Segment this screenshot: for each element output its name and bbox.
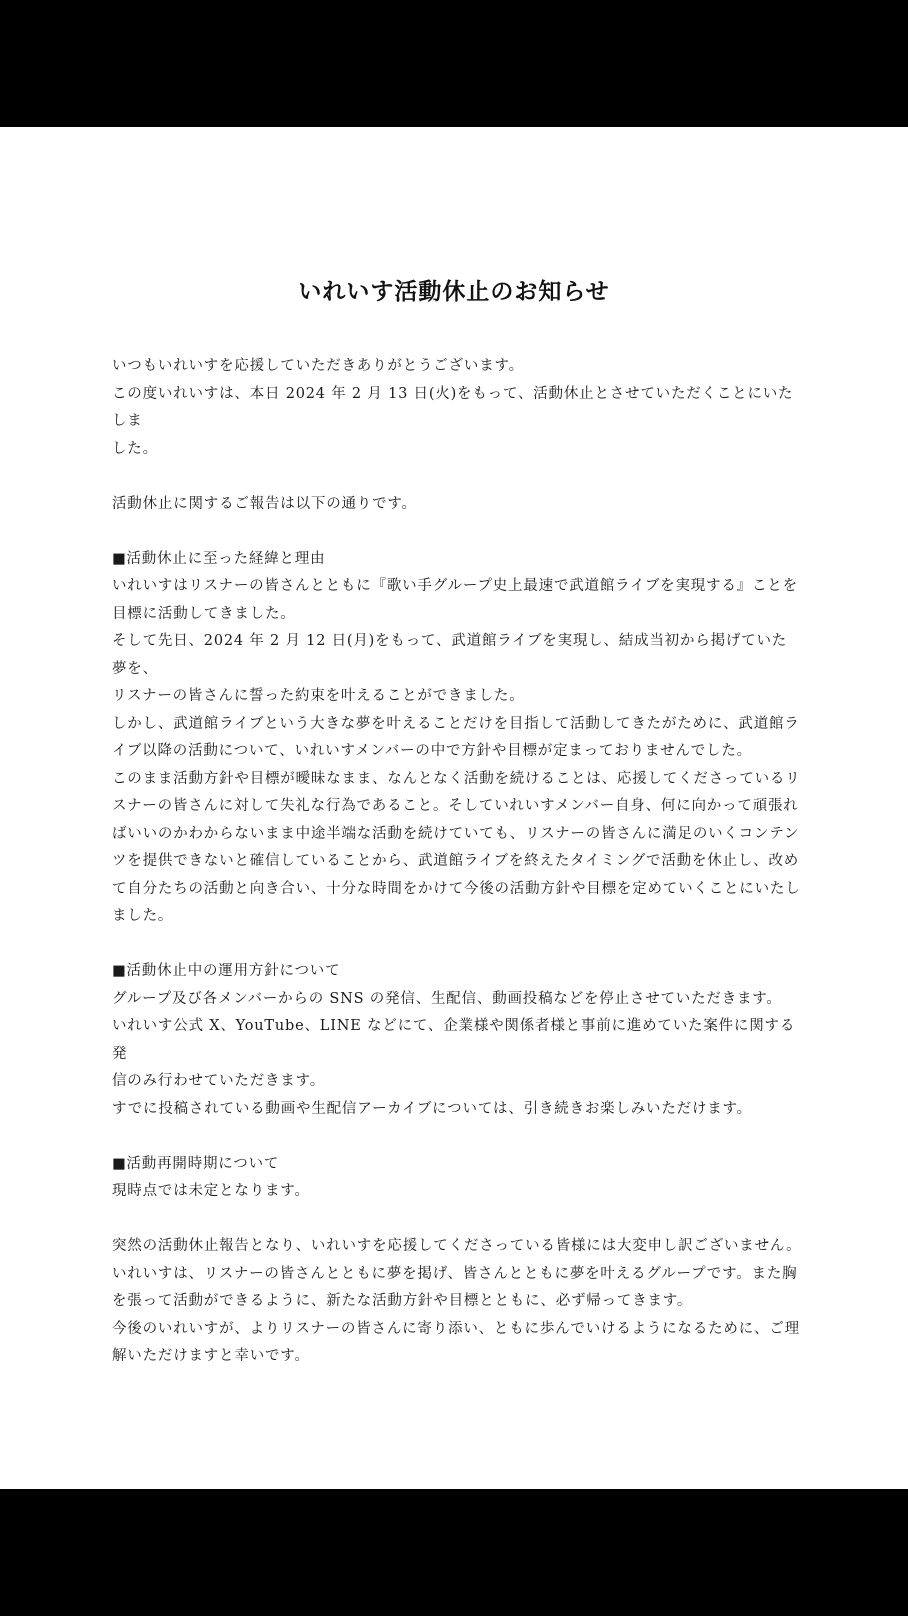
text-line: グループ及び各メンバーからの SNS の発信、生配信、動画投稿などを停止させていただきます。 <box>112 990 782 1007</box>
text-line: そして先日、2024 年 2 月 12 日(月)をもって、武道館ライブを実現し、結成当初から掲げていた夢を、 <box>112 633 788 677</box>
text-line: ばいいのかわからないまま中途半端な活動を続けていても、リスナーの皆さんに満足のいくコンテン <box>112 825 800 842</box>
text-line: 目標に活動してきました。 <box>112 605 296 622</box>
text-line: しかし、武道館ライブという大きな夢を叶えることだけを目指して活動してきたがために、武道館ラ <box>112 715 800 732</box>
text-line: このまま活動方針や目標が曖昧なまま、なんとなく活動を続けることは、応援してくださっているリ <box>112 770 801 787</box>
paragraph-gap <box>112 1123 802 1151</box>
top-letterbox-bar <box>0 0 908 127</box>
text-line: すでに投稿されている動画や生配信アーカイブについては、引き続きお楽しみいただけます。 <box>112 1100 752 1117</box>
section-resume-timing <box>112 1151 802 1206</box>
paragraph-gap <box>112 518 802 546</box>
text-line: いれいす公式 X、YouTube、LINE などにて、企業様や関係者様と事前に進めていた案件に関する発 <box>112 1018 796 1062</box>
section-heading: ■活動休止に至った経緯と理由 <box>112 550 326 567</box>
section-heading: ■活動休止中の運用方針について <box>112 963 341 979</box>
notice-title: いれいす活動休止のお知らせ <box>298 278 610 305</box>
text-line: いつもいれいすを応援していただきありがとうございます。 <box>112 358 524 374</box>
bottom-letterbox-bar <box>0 1489 908 1616</box>
text-line: スナーの皆さんに対して失礼な行為であること。そしていれいすメンバー自身、何に向かって頑張れ <box>112 798 799 814</box>
text-line: 今後のいれいすが、よりリスナーの皆さんに寄り添い、ともに歩んでいけるようになるために、ご理 <box>112 1320 800 1337</box>
text-line: ました。 <box>112 908 174 924</box>
section-operation-policy <box>112 958 802 1123</box>
text-line: 信のみ行わせていただきます。 <box>112 1073 326 1089</box>
notice-body <box>112 353 802 1371</box>
intro-paragraph <box>112 353 802 463</box>
text-line: リスナーの皆さんに誓った約束を叶えることができました。 <box>112 688 525 704</box>
text-line: いれいすは、リスナーの皆さんとともに夢を掲げ、皆さんとともに夢を叶えるグループです。また胸 <box>112 1265 798 1282</box>
text-line: イブ以降の活動について、いれいすメンバーの中で方針や目標が定まっておりませんでした。 <box>112 743 752 759</box>
text-line: ツを提供できないと確信していることから、武道館ライブを終えたタイミングで活動を休止し、改め <box>112 853 800 869</box>
paragraph-gap <box>112 463 802 491</box>
section-heading: ■活動再開時期について <box>112 1155 280 1172</box>
paragraph-gap <box>112 1206 802 1234</box>
text-line: 現時点では未定となります。 <box>112 1183 310 1199</box>
report-line: 活動休止に関するご報告は以下の通りです。 <box>112 495 417 512</box>
notice-page <box>0 127 908 1489</box>
section-reason <box>112 546 802 931</box>
text-line: 突然の活動休止報告となり、いれいすを応援してくださっている皆様には大変申し訳ございません。 <box>112 1238 802 1254</box>
text-line: て自分たちの活動と向き合い、十分な時間をかけて今後の活動方針や目標を定めていくことにいたし <box>112 880 801 897</box>
text-line: いれいすはリスナーの皆さんとともに『歌い手グループ史上最速で武道館ライブを実現する』ことを <box>112 578 798 594</box>
text-line: この度いれいすは、本日 2024 年 2 月 13 日(火)をもって、活動休止とさせていただくことにいたしま <box>112 385 794 429</box>
text-line: を張って活動ができるように、新たな活動方針や目標とともに、必ず帰ってきます。 <box>112 1293 693 1309</box>
closing-paragraph <box>112 1233 802 1371</box>
text-line: 解いただけますと幸いです。 <box>112 1348 310 1364</box>
text-line: した。 <box>112 440 158 457</box>
paragraph-gap <box>112 931 802 959</box>
